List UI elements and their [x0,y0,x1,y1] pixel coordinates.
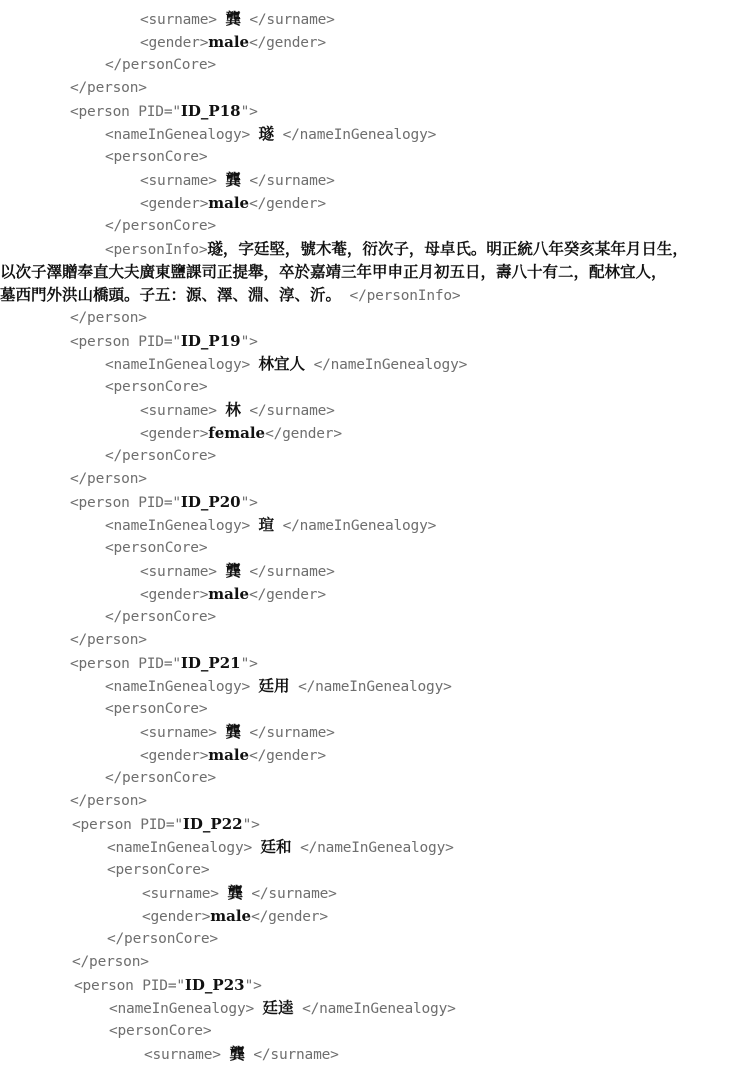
xml-tag: <nameInGenealogy> [109,1001,263,1017]
xml-line [140,31,326,53]
xml-line [140,192,326,214]
xml-tag: <surname> [140,173,226,189]
xml-tag: <person PID=" [72,817,183,833]
xml-line [142,905,328,927]
xml-line [70,652,258,674]
xml-tag: <personCore> [105,701,208,717]
xml-line [140,560,335,582]
xml-line [105,353,467,375]
xml-tag: </surname> [240,564,335,580]
text-value: 廷用 [258,676,290,695]
xml-line [105,537,207,559]
xml-tag: "> [240,334,258,350]
gender-value: female [208,424,266,442]
xml-tag: <person PID=" [70,656,181,672]
text-value: 龔 [229,1044,245,1063]
xml-line [107,928,218,950]
xml-line [109,997,456,1019]
xml-tag: <nameInGenealogy> [105,357,259,373]
text-value: 龔 [225,561,241,580]
xml-line [140,583,326,605]
xml-tag: <personCore> [107,862,210,878]
xml-tag: "> [240,656,258,672]
xml-line [72,813,260,835]
text-value: 以次子澤贈奉直大夫廣東鹽課司正提舉，卒於嘉靖三年甲申正月初五日，壽八十有二，配林宜人， [0,262,667,281]
xml-line [105,606,216,628]
person-id: ID_P20 [180,493,241,511]
xml-tag: <person PID=" [70,104,181,120]
xml-tag: </surname> [240,403,335,419]
xml-tag: </personCore> [105,609,216,625]
xml-tag: </gender> [249,196,326,212]
xml-tag: <gender> [142,909,211,925]
xml-tag: <nameInGenealogy> [107,840,261,856]
xml-line [140,744,326,766]
xml-line [105,698,207,720]
xml-tag: </personCore> [105,770,216,786]
xml-line [105,238,688,260]
xml-tag: </person> [70,310,147,326]
xml-line [105,215,216,237]
gender-value: male [208,585,250,603]
xml-tag: </person> [70,632,147,648]
person-id: ID_P19 [180,332,241,350]
text-value: 林宜人 [258,354,306,373]
text-value: 龔 [225,722,241,741]
xml-tag: </nameInGenealogy> [291,840,454,856]
xml-tag: <personCore> [105,540,208,556]
text-value: 廷逵 [262,998,294,1017]
xml-line [140,422,342,444]
xml-line [70,468,147,490]
gender-value: male [208,33,250,51]
xml-tag: "> [240,495,258,511]
text-value: 龔 [225,9,241,28]
xml-line [105,146,207,168]
xml-tag: </nameInGenealogy> [274,127,437,143]
xml-tag: </personCore> [105,448,216,464]
xml-line [107,836,454,858]
xml-line [70,77,147,99]
xml-line [142,882,337,904]
xml-tag: </gender> [249,587,326,603]
xml-tag: "> [242,817,260,833]
xml-line [140,169,335,191]
xml-tag: </gender> [251,909,328,925]
xml-line [105,376,207,398]
text-value: 廷和 [260,837,292,856]
xml-tag: <nameInGenealogy> [105,518,259,534]
person-id: ID_P18 [180,102,241,120]
xml-tag: </person> [70,80,147,96]
gender-value: male [208,746,250,764]
xml-line [109,1020,211,1042]
xml-tag: <surname> [140,564,226,580]
xml-tag: <surname> [144,1047,230,1063]
xml-line [70,790,147,812]
xml-tag: <surname> [140,12,226,28]
xml-tag: </nameInGenealogy> [274,518,437,534]
xml-tag: <personCore> [109,1023,212,1039]
xml-tag: <person PID=" [74,978,185,994]
xml-tag: <surname> [142,886,228,902]
xml-tag: <person PID=" [70,334,181,350]
xml-line [140,721,335,743]
xml-tag: </nameInGenealogy> [293,1001,456,1017]
xml-tag: </personCore> [105,218,216,234]
xml-line [70,100,258,122]
xml-tag: <gender> [140,196,209,212]
text-value: 瑄 [258,515,275,534]
xml-tag: <nameInGenealogy> [105,679,259,695]
xml-line [105,54,216,76]
xml-line [144,1043,339,1065]
xml-line [70,330,258,352]
text-value: 林 [225,400,241,419]
xml-tag: "> [244,978,262,994]
xml-tag: <personInfo> [105,242,208,258]
xml-line [0,261,667,283]
xml-tag: </nameInGenealogy> [289,679,452,695]
xml-line [105,514,436,536]
xml-tag: <person PID=" [70,495,181,511]
xml-tag: <gender> [140,587,209,603]
xml-line [140,8,335,30]
text-value: 璲 [258,124,275,143]
xml-tag: </surname> [244,1047,339,1063]
xml-tag: </person> [70,793,147,809]
xml-tag: </person> [70,471,147,487]
person-id: ID_P22 [182,815,243,833]
xml-line [105,445,216,467]
xml-line [74,974,262,996]
xml-line [105,123,436,145]
xml-tag: </nameInGenealogy> [305,357,468,373]
xml-tag: <personCore> [105,379,208,395]
xml-line [105,675,452,697]
xml-line [70,491,258,513]
xml-tag: </personCore> [107,931,218,947]
text-value: 龔 [227,883,243,902]
xml-tag: </gender> [249,35,326,51]
xml-line [70,307,147,329]
xml-tag: </surname> [240,12,335,28]
xml-tag: </surname> [240,173,335,189]
text-value: 璲，字廷堅，號木菴，衍次子，母卓氏。明正統八年癸亥某年月日生， [207,239,688,258]
xml-line [105,767,216,789]
xml-tag: </gender> [265,426,342,442]
xml-tag: <surname> [140,725,226,741]
xml-line [140,399,335,421]
xml-tag: <gender> [140,35,209,51]
text-value: 墓西門外洪山橋頭。子五：源、澤、淵、淳、沂。 [0,285,342,304]
xml-tag: </person> [72,954,149,970]
xml-tag: <gender> [140,748,209,764]
xml-line [72,951,149,973]
xml-tag: </surname> [240,725,335,741]
person-id: ID_P23 [184,976,245,994]
xml-tag: </personInfo> [341,288,461,304]
gender-value: male [210,907,252,925]
text-value: 龔 [225,170,241,189]
xml-line [70,629,147,651]
xml-tag: <gender> [140,426,209,442]
person-id: ID_P21 [180,654,241,672]
xml-line [107,859,209,881]
xml-tag: </personCore> [105,57,216,73]
xml-tag: </gender> [249,748,326,764]
xml-tag: "> [240,104,258,120]
xml-line [0,284,460,306]
xml-tag: <nameInGenealogy> [105,127,259,143]
xml-tag: </surname> [242,886,337,902]
xml-tag: <personCore> [105,149,208,165]
xml-tag: <surname> [140,403,226,419]
gender-value: male [208,194,250,212]
